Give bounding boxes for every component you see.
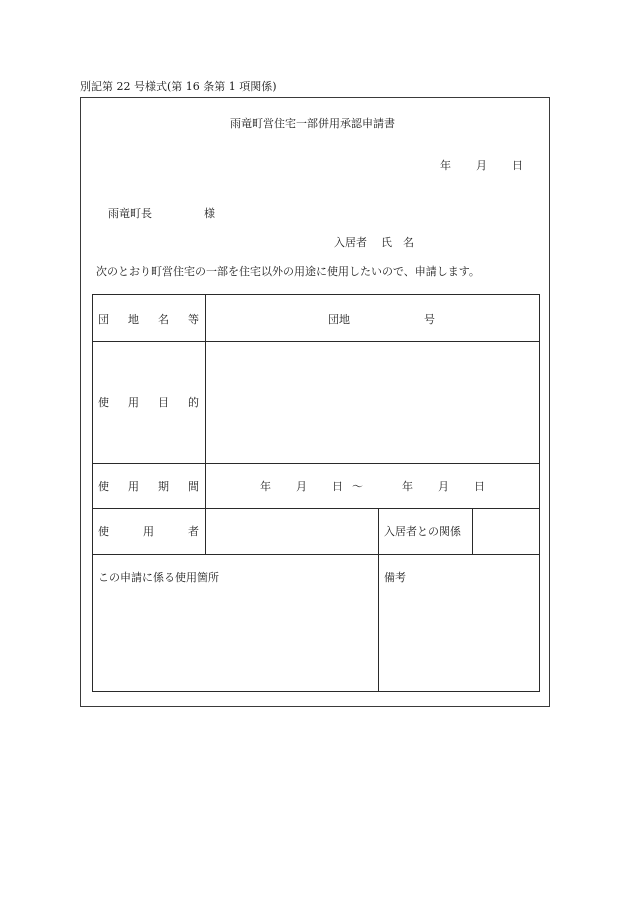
form-title: 雨竜町営住宅一部併用承認申請書 — [230, 117, 395, 130]
applicant-name-label: 氏 名 — [381, 236, 414, 249]
period-start-month: 月 — [296, 480, 307, 493]
addressee-honorific: 様 — [204, 207, 215, 220]
application-statement: 次のとおり町営住宅の一部を住宅以外の用途に使用したいので、申請します。 — [96, 265, 480, 278]
period-label-char-4: 間 — [188, 480, 199, 493]
location-field[interactable] — [93, 590, 378, 690]
period-end-year: 年 — [402, 480, 413, 493]
period-label-char-2: 用 — [128, 480, 139, 493]
remarks-label: 備考 — [384, 571, 406, 584]
applicant-name-field[interactable] — [430, 232, 540, 250]
user-field[interactable] — [206, 509, 378, 554]
remarks-field[interactable] — [379, 590, 539, 690]
date-day-label: 日 — [512, 159, 523, 172]
user-label-char-3: 者 — [188, 525, 199, 538]
date-month-label: 月 — [476, 159, 487, 172]
danchi-label-char-1: 団 — [98, 313, 109, 326]
row-line-2 — [92, 463, 539, 464]
purpose-label-char-3: 目 — [158, 396, 169, 409]
relation-label: 入居者との関係 — [384, 525, 461, 538]
relation-field[interactable] — [473, 509, 539, 554]
danchi-label-char-2: 地 — [128, 313, 139, 326]
form-number-note: 別記第 22 号様式(第 16 条第 1 項関係) — [80, 80, 277, 93]
addressee-name: 雨竜町長 — [108, 207, 152, 220]
location-label: この申請に係る使用箇所 — [98, 571, 219, 584]
purpose-label-char-4: 的 — [188, 396, 199, 409]
table-border-bottom — [92, 691, 539, 692]
purpose-label-char-2: 用 — [128, 396, 139, 409]
danchi-label-char-4: 等 — [188, 313, 199, 326]
period-start-day: 日 — [332, 480, 343, 493]
period-label-char-1: 使 — [98, 480, 109, 493]
table-border-right — [539, 294, 540, 692]
period-end-day: 日 — [474, 480, 485, 493]
applicant-role: 入居者 — [334, 236, 367, 249]
go-label: 号 — [424, 313, 435, 326]
period-end-month: 月 — [438, 480, 449, 493]
purpose-field[interactable] — [206, 342, 539, 463]
period-separator: ～ — [352, 480, 363, 493]
date-year-label: 年 — [440, 159, 451, 172]
user-label-char-1: 使 — [98, 525, 109, 538]
period-label-char-3: 期 — [158, 480, 169, 493]
period-start-year: 年 — [260, 480, 271, 493]
purpose-label-char-1: 使 — [98, 396, 109, 409]
danchi-value-label: 団地 — [328, 313, 350, 326]
user-label-char-2: 用 — [143, 525, 154, 538]
danchi-field[interactable] — [206, 295, 539, 341]
danchi-label-char-3: 名 — [158, 313, 169, 326]
